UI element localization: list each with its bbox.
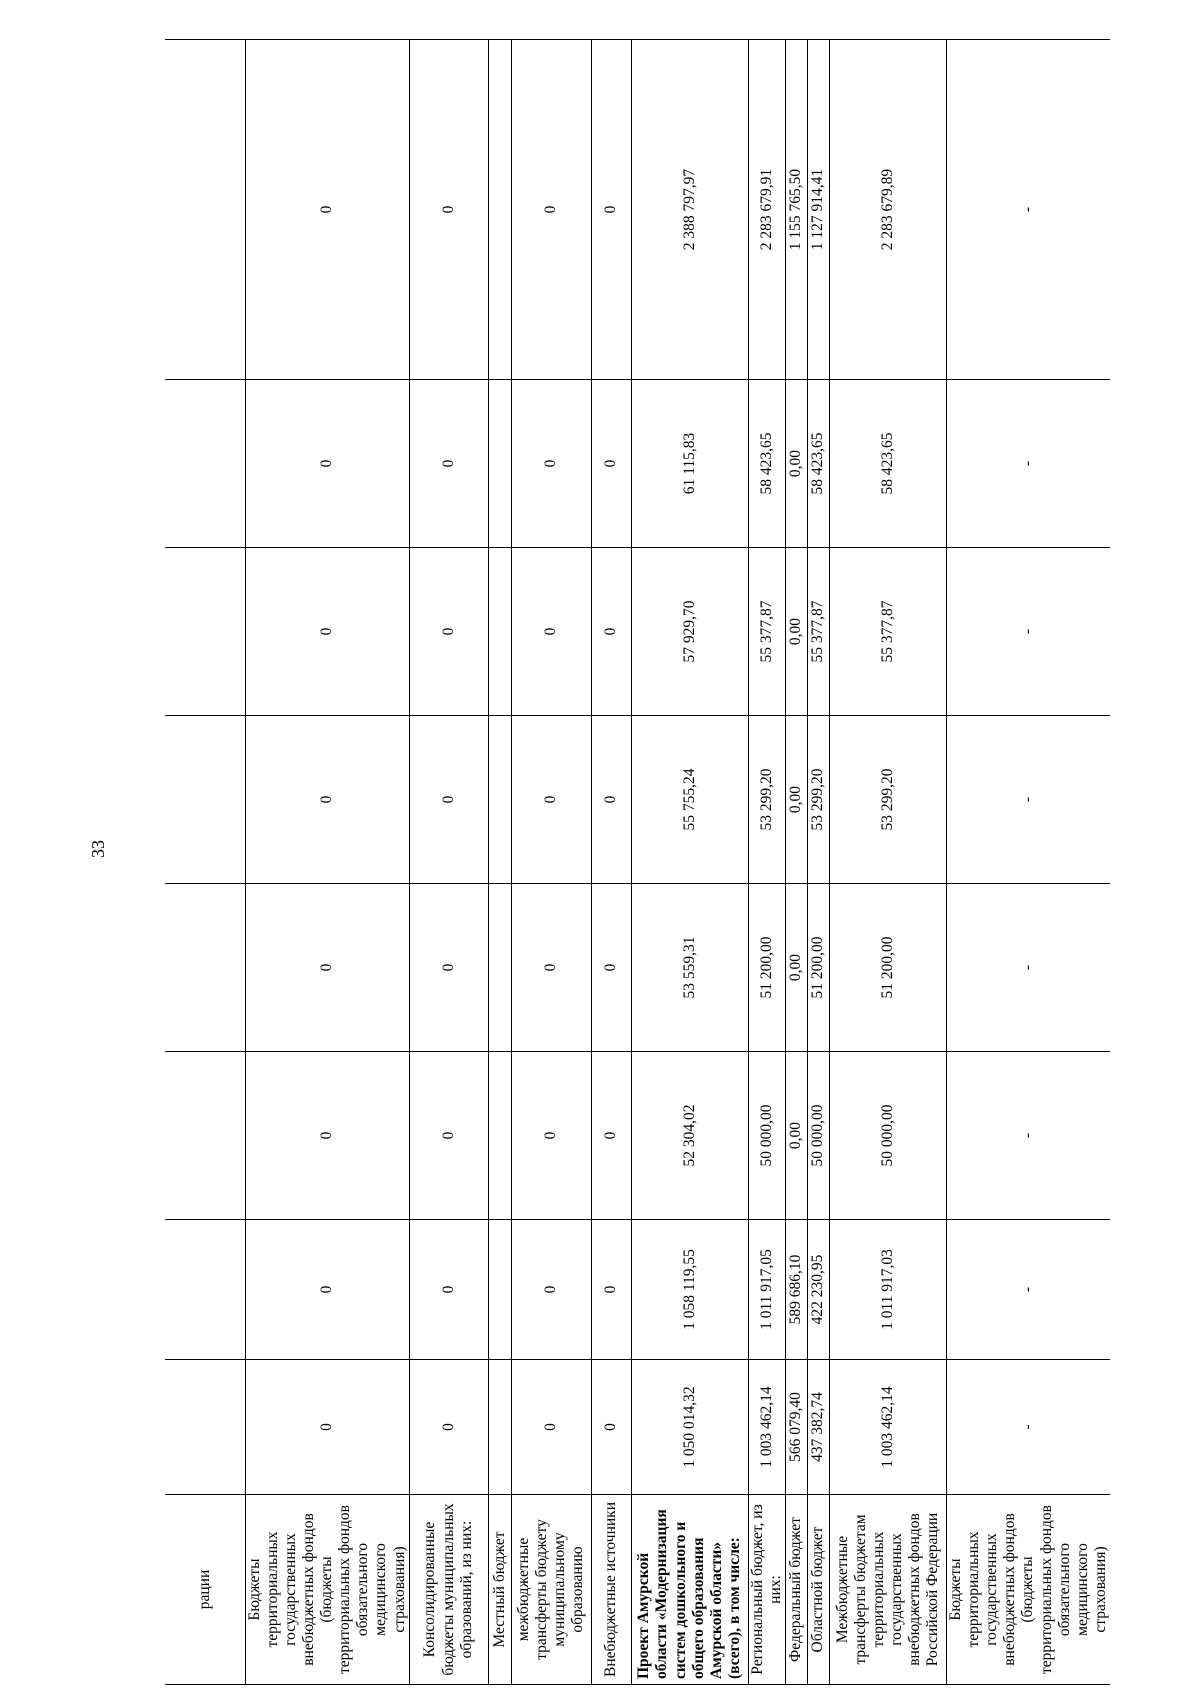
- value-cell: -: [946, 884, 1110, 1052]
- value-cell: [165, 1052, 245, 1220]
- value-cell: 1 011 917,03: [829, 1220, 946, 1360]
- table-header-row: [165, 40, 245, 1685]
- value-cell: 53 299,20: [748, 716, 785, 884]
- row-label: Бюджеты территориальных государственных внебюджетных фондов (бюджеты территориальных фондов обязательного медицинского страхования): [245, 1495, 409, 1685]
- value-cell: 1 050 014,32: [631, 1360, 748, 1495]
- value-cell: [165, 716, 245, 884]
- value-cell: 0,00: [785, 380, 807, 548]
- value-cell: [165, 380, 245, 548]
- value-cell: 55 377,87: [807, 548, 829, 716]
- value-cell: 0: [511, 1052, 591, 1220]
- value-cell: [488, 40, 511, 380]
- value-cell: 437 382,74: [807, 1360, 829, 1495]
- value-cell: 0: [245, 884, 409, 1052]
- value-cell: 55 755,24: [631, 716, 748, 884]
- value-cell: 1 003 462,14: [748, 1360, 785, 1495]
- value-cell: 0: [409, 548, 488, 716]
- value-cell: 58 423,65: [748, 380, 785, 548]
- value-cell: 0: [245, 40, 409, 380]
- value-cell: 0: [591, 1052, 631, 1220]
- value-cell: 53 299,20: [829, 716, 946, 884]
- row-label: Консолидированные бюджеты муниципальных образований, из них:: [409, 1495, 488, 1685]
- value-cell: 0,00: [785, 716, 807, 884]
- value-cell: 589 686,10: [785, 1220, 807, 1360]
- row-label: Федеральный бюджет: [785, 1495, 807, 1685]
- value-cell: 58 423,65: [829, 380, 946, 548]
- value-cell: 53 559,31: [631, 884, 748, 1052]
- value-cell: [488, 380, 511, 548]
- value-cell: 0: [511, 40, 591, 380]
- value-cell: [488, 1052, 511, 1220]
- row-label: Местный бюджет: [488, 1495, 511, 1685]
- value-cell: 51 200,00: [748, 884, 785, 1052]
- value-cell: 0: [591, 548, 631, 716]
- value-cell: 1 127 914,41: [807, 40, 829, 380]
- value-cell: 57 929,70: [631, 548, 748, 716]
- value-cell: 0: [409, 1360, 488, 1495]
- value-cell: 0,00: [785, 548, 807, 716]
- value-cell: 0: [591, 380, 631, 548]
- value-cell: 0: [409, 716, 488, 884]
- value-cell: 0: [245, 716, 409, 884]
- value-cell: 0,00: [785, 884, 807, 1052]
- value-cell: [165, 40, 245, 380]
- row-label: Бюджеты территориальных государственных внебюджетных фондов (бюджеты территориальных фондов обязательного медицинского страхования): [946, 1495, 1110, 1685]
- table-row: [591, 40, 631, 1685]
- value-cell: 2 388 797,97: [631, 40, 748, 380]
- value-cell: 50 000,00: [829, 1052, 946, 1220]
- value-cell: -: [946, 380, 1110, 548]
- value-cell: [488, 548, 511, 716]
- value-cell: [488, 884, 511, 1052]
- value-cell: 55 377,87: [748, 548, 785, 716]
- row-label: Межбюджетные трансферты бюджетам территориальных государственных внебюджетных фондов Российской Федерации: [829, 1495, 946, 1685]
- value-cell: 51 200,00: [829, 884, 946, 1052]
- table-row: [807, 40, 829, 1685]
- value-cell: 0,00: [785, 1052, 807, 1220]
- value-cell: 0: [409, 884, 488, 1052]
- value-cell: 50 000,00: [807, 1052, 829, 1220]
- value-cell: 566 079,40: [785, 1360, 807, 1495]
- table-row: [631, 40, 748, 1685]
- table-row: [511, 40, 591, 1685]
- value-cell: 0: [245, 1360, 409, 1495]
- rotated-table-container: [165, 40, 1109, 1685]
- value-cell: 0: [245, 1220, 409, 1360]
- value-cell: 52 304,02: [631, 1052, 748, 1220]
- budget-table: [165, 39, 1110, 1685]
- value-cell: -: [946, 548, 1110, 716]
- value-cell: 1 058 119,55: [631, 1220, 748, 1360]
- value-cell: -: [946, 1052, 1110, 1220]
- row-label: Областной бюджет: [807, 1495, 829, 1685]
- value-cell: 2 283 679,91: [748, 40, 785, 380]
- table-row: [488, 40, 511, 1685]
- value-cell: 0: [409, 1220, 488, 1360]
- row-label: Внебюджетные источники: [591, 1495, 631, 1685]
- value-cell: 0: [245, 380, 409, 548]
- value-cell: 1 003 462,14: [829, 1360, 946, 1495]
- value-cell: 2 283 679,89: [829, 40, 946, 380]
- value-cell: [165, 1360, 245, 1495]
- value-cell: 53 299,20: [807, 716, 829, 884]
- table-row: [245, 40, 409, 1685]
- value-cell: 0: [409, 380, 488, 548]
- value-cell: 0: [245, 1052, 409, 1220]
- value-cell: [488, 1360, 511, 1495]
- value-cell: [488, 1220, 511, 1360]
- value-cell: 0: [511, 884, 591, 1052]
- value-cell: 58 423,65: [807, 380, 829, 548]
- value-cell: 61 115,83: [631, 380, 748, 548]
- table-row: [748, 40, 785, 1685]
- row-label: рации: [165, 1495, 245, 1685]
- row-label: Проект Амурской области «Модернизация систем дошкольного и общего образования Амурской области» (всего), в том числе:: [631, 1495, 748, 1685]
- value-cell: 1 155 765,50: [785, 40, 807, 380]
- value-cell: 0: [511, 1220, 591, 1360]
- value-cell: -: [946, 40, 1110, 380]
- table-row: [946, 40, 1110, 1685]
- value-cell: -: [946, 1220, 1110, 1360]
- value-cell: 55 377,87: [829, 548, 946, 716]
- table-row: [829, 40, 946, 1685]
- row-label: межбюджетные трансферты бюджету муниципальному образованию: [511, 1495, 591, 1685]
- table-row: [785, 40, 807, 1685]
- value-cell: 0: [591, 716, 631, 884]
- value-cell: [488, 716, 511, 884]
- value-cell: 0: [511, 548, 591, 716]
- value-cell: 1 011 917,05: [748, 1220, 785, 1360]
- value-cell: 51 200,00: [807, 884, 829, 1052]
- value-cell: 0: [591, 1360, 631, 1495]
- value-cell: 0: [591, 1220, 631, 1360]
- value-cell: 0: [511, 380, 591, 548]
- value-cell: 50 000,00: [748, 1052, 785, 1220]
- value-cell: 0: [591, 884, 631, 1052]
- page-number: 33: [88, 840, 108, 858]
- value-cell: 0: [409, 40, 488, 380]
- row-label: Региональный бюджет, из них:: [748, 1495, 785, 1685]
- value-cell: 0: [511, 716, 591, 884]
- value-cell: 422 230,95: [807, 1220, 829, 1360]
- value-cell: [165, 884, 245, 1052]
- value-cell: -: [946, 1360, 1110, 1495]
- value-cell: [165, 548, 245, 716]
- value-cell: 0: [409, 1052, 488, 1220]
- value-cell: [165, 1220, 245, 1360]
- value-cell: 0: [511, 1360, 591, 1495]
- value-cell: 0: [245, 548, 409, 716]
- value-cell: -: [946, 716, 1110, 884]
- value-cell: 0: [591, 40, 631, 380]
- table-row: [409, 40, 488, 1685]
